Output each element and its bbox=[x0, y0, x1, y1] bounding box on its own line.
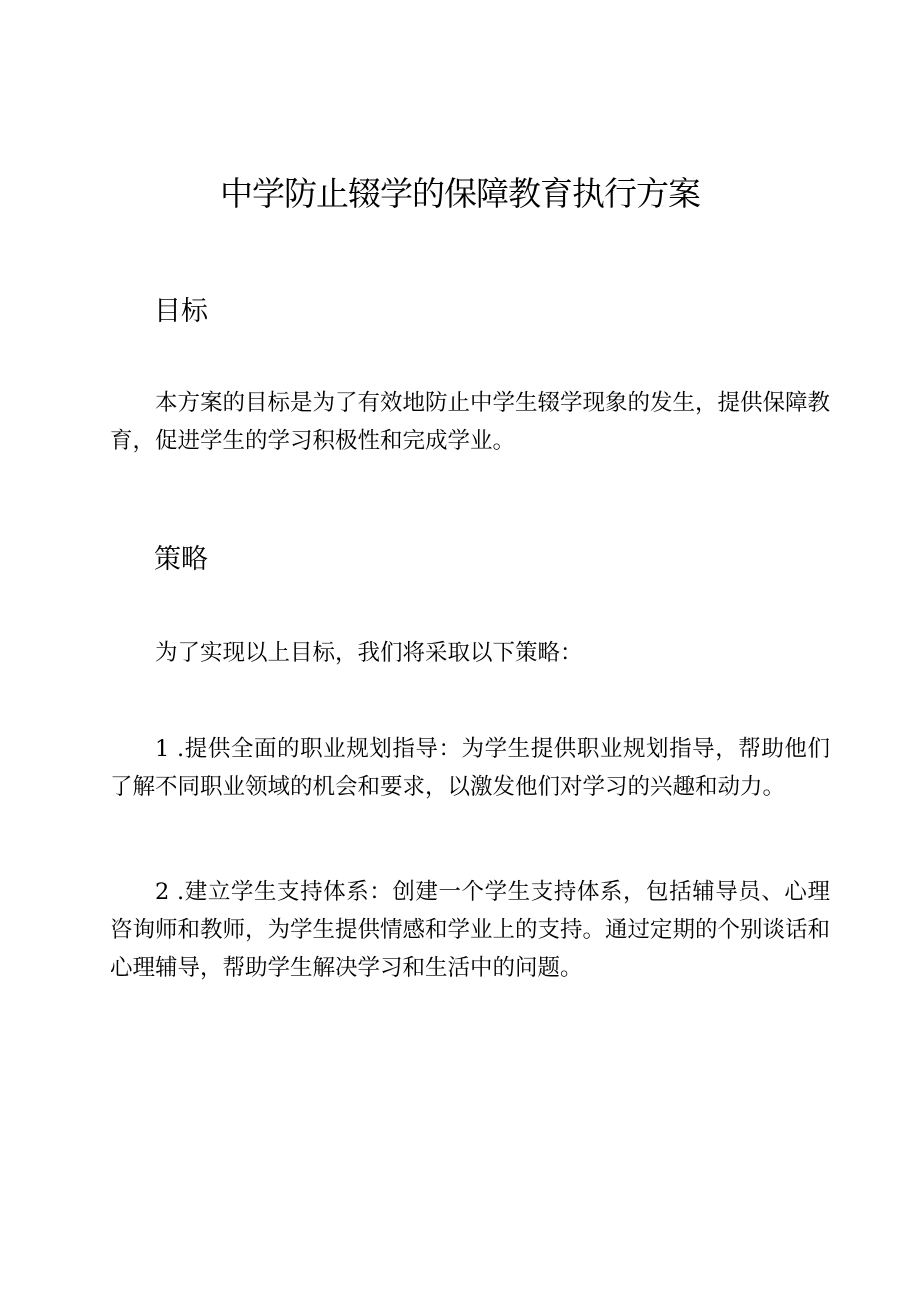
strategy-item-1: 1 .提供全面的职业规划指导：为学生提供职业规划指导，帮助他们了解不同职业领域的机会和要求，以激发他们对学习的兴趣和动力。 bbox=[110, 736, 830, 800]
goal-paragraph: 本方案的目标是为了有效地防止中学生辍学现象的发生，提供保障教育，促进学生的学习积极性和完成学业。 bbox=[110, 390, 831, 454]
section-heading-strategy: 策略 bbox=[154, 544, 208, 575]
section-heading-goal: 目标 bbox=[154, 296, 208, 327]
document-title: 中学防止辍学的保障教育执行方案 bbox=[220, 174, 700, 213]
strategy-item-2: 2 .建立学生支持体系：创建一个学生支持体系，包括辅导员、心理咨询师和教师，为学生提供情感和学业上的支持。通过定期的个别谈话和心理辅导，帮助学生解决学习和生活中的问题。 bbox=[110, 879, 831, 981]
strategy-intro-paragraph: 为了实现以上目标，我们将采取以下策略： bbox=[155, 640, 583, 666]
